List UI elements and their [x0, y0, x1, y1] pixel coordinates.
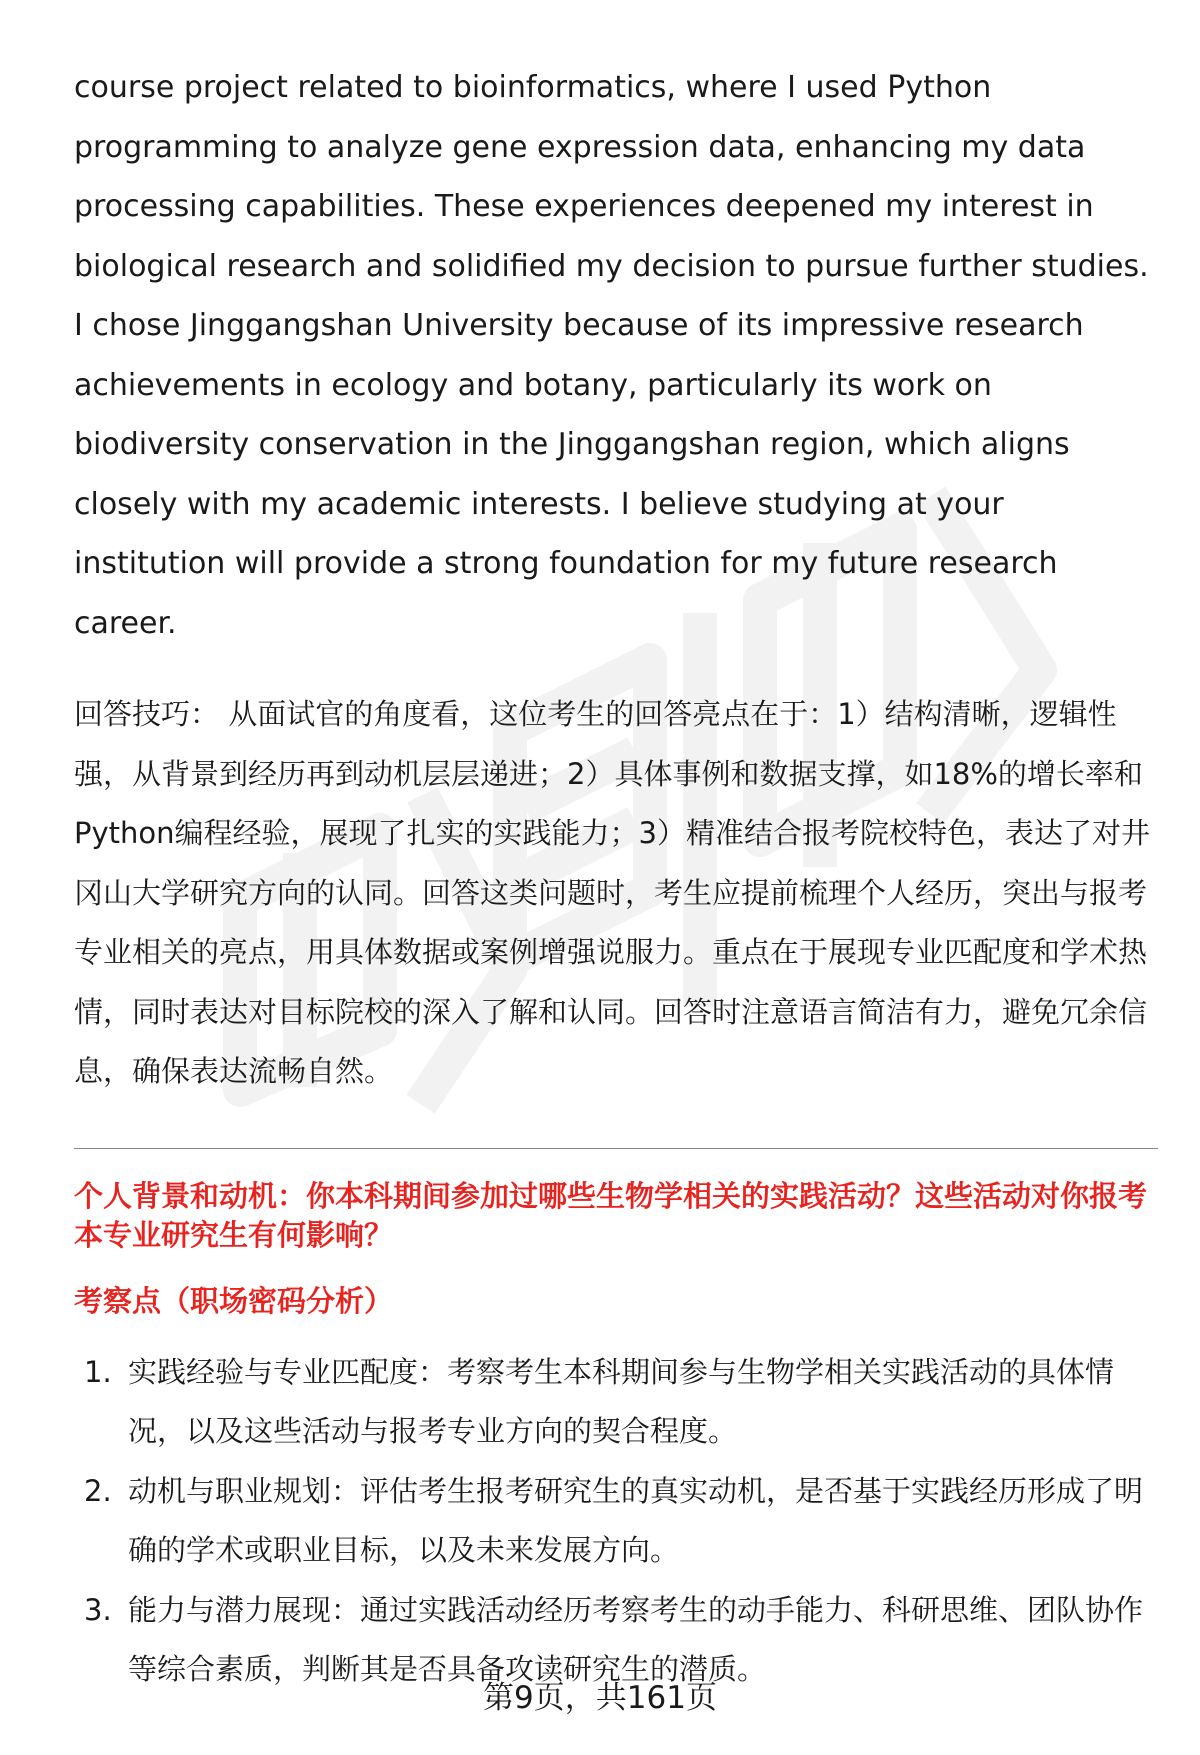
list-item-text: 动机与职业规划：评估考生报考研究生的真实动机，是否基于实践经历形成了明确的学术或职业目标，以及未来发展方向。 — [128, 1473, 1144, 1567]
assessment-points-heading: 考察点（职场密码分析） — [74, 1283, 394, 1318]
question-title: 个人背景和动机：你本科期间参加过哪些生物学相关的实践活动？这些活动对你报考本专业研究生有何影响？ — [74, 1178, 1148, 1252]
list-item-number: 2. — [84, 1473, 112, 1508]
list-item-number: 1. — [84, 1354, 112, 1389]
answer-paragraph: course project related to bioinformatics, where I used Python programming to analyze gene expression data, enhancing my data processing capabilities. These experiences deepened my interest in biological research and solidified my decision to pursue further studies. I chose Jinggangshan University because of its impressive research achievements in ecology and botany, particularly its work on biodiversity conservation in the Jinggangshan region, which aligns closely with my academic interests. I believe studying at your institution will provide a strong foundation for my future research career. — [74, 70, 1149, 641]
section-divider — [74, 1148, 1158, 1149]
list-item — [74, 1343, 1158, 1462]
list-item-text: 能力与潜力展现：通过实践活动经历考察考生的动手能力、科研思维、团队协作等综合素质，判断其是否具备攻读研究生的潜质。 — [128, 1592, 1144, 1686]
list-item-number: 3. — [84, 1592, 112, 1627]
list-item — [74, 1462, 1158, 1581]
list-item-text: 实践经验与专业匹配度：考察考生本科期间参与生物学相关实践活动的具体情况，以及这些活动与报考专业方向的契合程度。 — [128, 1354, 1115, 1448]
page-number-footer: 第9页，共161页 — [483, 1680, 717, 1716]
assessment-points-list — [74, 1343, 1158, 1700]
answer-tips-paragraph: 回答技巧： 从面试官的角度看，这位考生的回答亮点在于：1）结构清晰，逻辑性强，从背景到经历再到动机层层递进；2）具体事例和数据支撑，如18%的增长率和Python编程经验，展现了扎实的实践能力；3）精准结合报考院校特色，表达了对井冈山大学研究方向的认同。回答这类问题时，考生应提前梳理个人经历，突出与报考专业相关的亮点，用具体数据或案例增强说服力。重点在于展现专业匹配度和学术热情，同时表达对目标院校的深入了解和认同。回答时注意语言简洁有力，避免冗余信息，确保表达流畅自然。 — [74, 697, 1150, 1088]
main-content — [74, 58, 1158, 1700]
